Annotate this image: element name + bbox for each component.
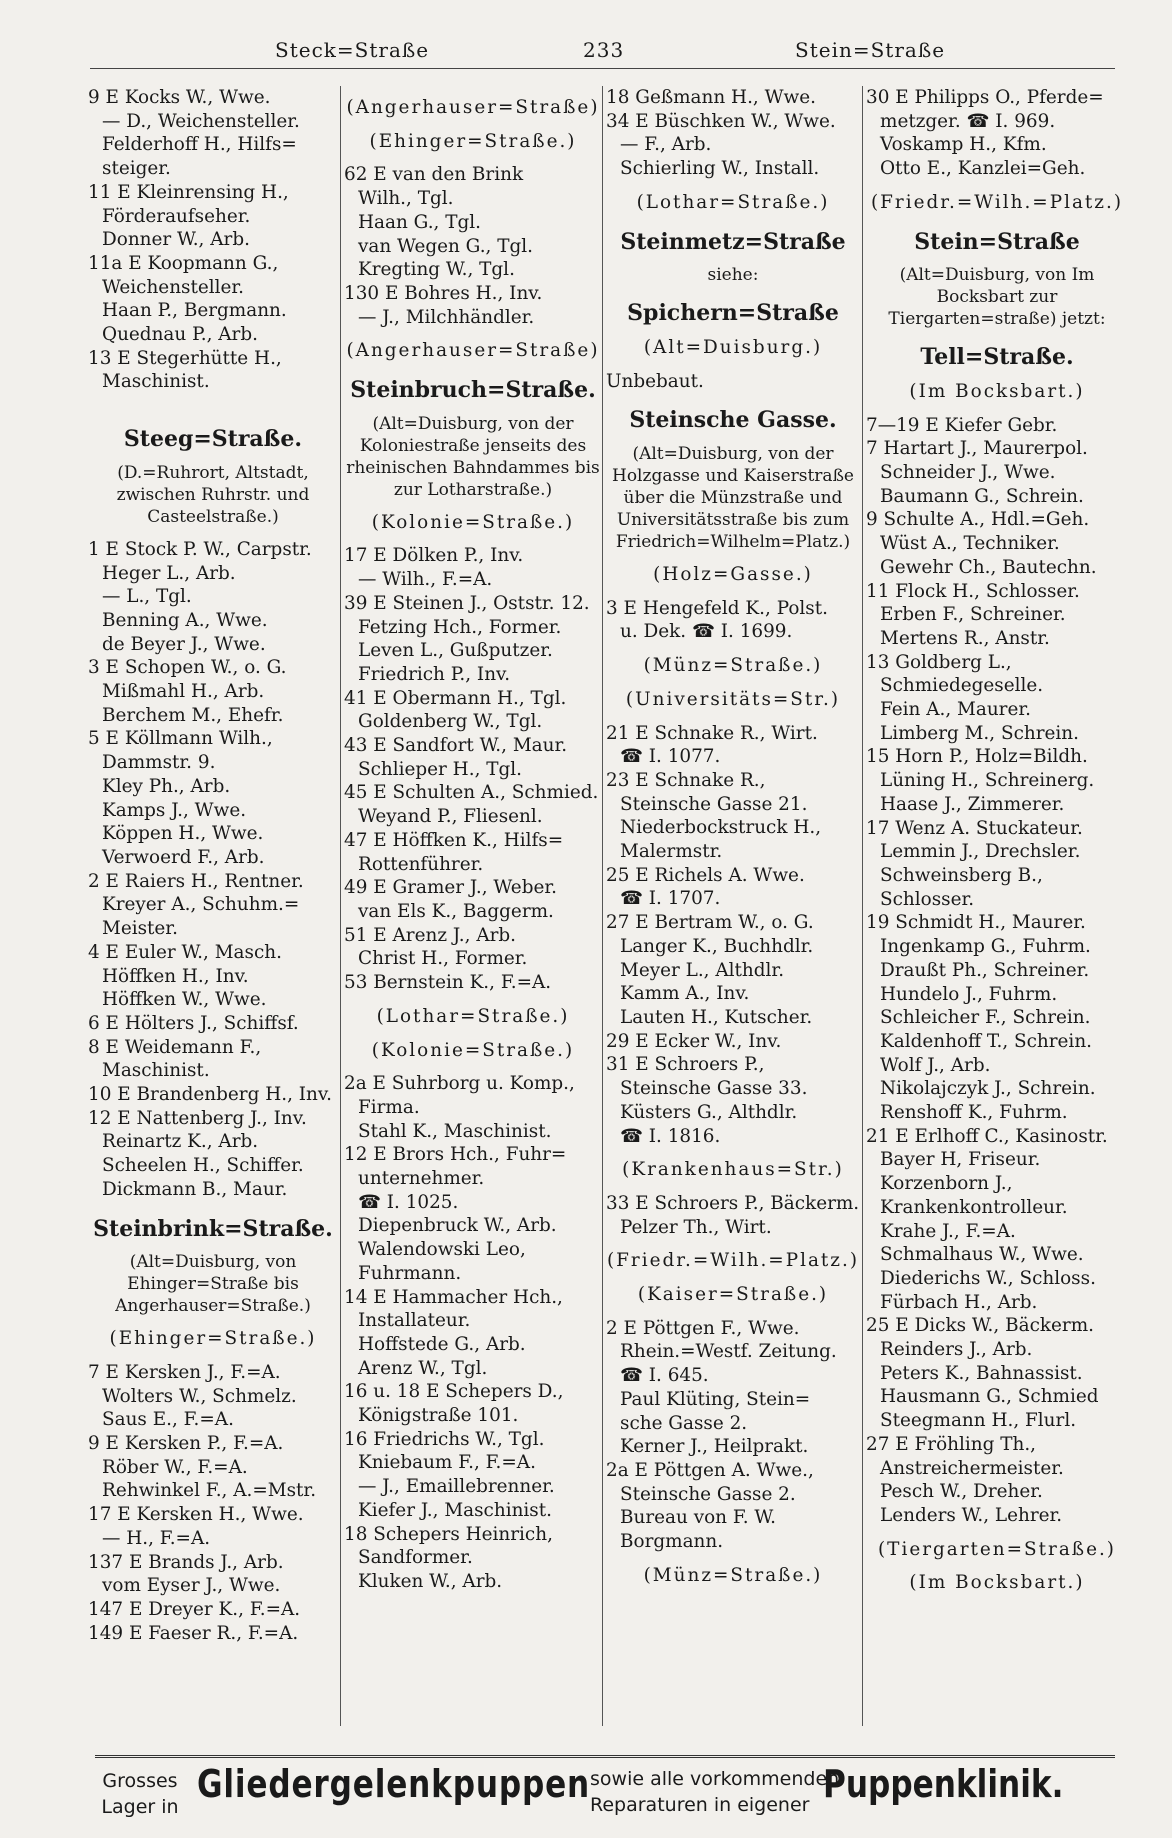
entry-continuation: Haan P., Bergmann.	[102, 300, 287, 322]
entry-continuation: Paul Klüting, Stein=	[620, 1388, 811, 1410]
entry-continuation: Förderaufseher.	[102, 205, 251, 227]
entry-continuation: Reinartz K., Arb.	[102, 1131, 259, 1153]
directory-entry: 2 E Pöttgen F., Wwe.	[606, 1317, 800, 1339]
entry-continuation: Rhein.=Westf. Zeitung.	[620, 1341, 837, 1363]
entry-continuation: Meister.	[102, 918, 178, 940]
directory-entry: 2a E Pöttgen A. Wwe.,	[606, 1459, 814, 1481]
entry-continuation: Renshoff K., Fuhrm.	[880, 1102, 1068, 1124]
entry-continuation: Schmiedegeselle.	[880, 675, 1044, 697]
entry-continuation: ☎ I. 1025.	[358, 1191, 459, 1213]
entry-continuation: Steinsche Gasse 21.	[620, 793, 808, 815]
entry-continuation: Lüning H., Schreinerg.	[880, 770, 1095, 792]
entry-continuation: Goldenberg W., Tgl.	[358, 711, 543, 733]
directory-entry: 12 E Brors Hch., Fuhr=	[344, 1144, 567, 1166]
directory-entry: 15 Horn P., Holz=Bildh.	[866, 746, 1088, 768]
cross-street-note: (Kolonie=Straße.)	[371, 511, 575, 533]
entry-continuation: ☎ I. 645.	[620, 1365, 709, 1387]
entry-continuation: Lauten H., Kutscher.	[620, 1006, 813, 1028]
street-heading: Spichern=Straße	[627, 300, 839, 327]
entry-continuation: Peters K., Bahnassist.	[880, 1362, 1083, 1384]
entry-continuation: unternehmer.	[358, 1168, 485, 1190]
entry-continuation: ☎ I. 1707.	[620, 888, 721, 910]
entry-continuation: Bayer H, Friseur.	[880, 1149, 1041, 1171]
directory-entry: 25 E Dicks W., Bäckerm.	[866, 1315, 1094, 1337]
directory-entry: 11 E Kleinrensing H.,	[88, 181, 289, 203]
entry-continuation: Meyer L., Althdlr.	[620, 959, 785, 981]
entry-continuation: Weyand P., Fliesenl.	[358, 806, 543, 828]
column-divider	[862, 86, 863, 1726]
entry-continuation: — L., Tgl.	[102, 586, 192, 608]
entry-continuation: Ingenkamp G., Fuhrm.	[880, 936, 1091, 958]
entry-continuation: Christ H., Former.	[358, 948, 528, 970]
directory-entry: 17 E Kersken H., Wwe.	[88, 1504, 304, 1526]
entry-continuation: Rehwinkel F., A.=Mstr.	[102, 1480, 317, 1502]
entry-continuation: Schmalhaus W., Wwe.	[880, 1244, 1084, 1266]
entry-continuation: Röber W., F.=A.	[102, 1456, 248, 1478]
directory-entry: 147 E Dreyer K., F.=A.	[88, 1598, 301, 1620]
entry-continuation: Voskamp H., Kfm.	[880, 134, 1047, 156]
entry-continuation: Kerner J., Heilprakt.	[620, 1436, 809, 1458]
entry-continuation: — H., F.=A.	[102, 1527, 211, 1549]
directory-entry: 9 E Kersken P., F.=A.	[88, 1433, 284, 1455]
column-divider	[602, 86, 603, 1726]
header-rule	[90, 68, 1115, 69]
entry-continuation: Saus E., F.=A.	[102, 1409, 234, 1431]
entry-continuation: Lemmin J., Drechsler.	[880, 841, 1081, 863]
entry-continuation: Steinsche Gasse 33.	[620, 1078, 808, 1100]
ad-left-text	[95, 1768, 185, 1820]
column-1	[88, 86, 338, 1726]
cross-street-note: (Universitäts=Str.)	[625, 688, 841, 710]
directory-entry: 49 E Gramer J., Weber.	[344, 877, 557, 899]
street-description: (Alt=Duisburg, von Im Bocksbart zur Tiergarten=straße) jetzt:	[888, 265, 1106, 330]
directory-entry: 5 E Köllmann Wilh.,	[88, 728, 273, 750]
entry-continuation: Hoffstede G., Arb.	[358, 1333, 526, 1355]
directory-entry: 21 E Schnake R., Wirt.	[606, 722, 818, 744]
directory-entry: 3 E Hengefeld K., Polst.	[606, 597, 828, 619]
ad-left-line1: Grosses	[102, 1770, 178, 1792]
directory-entry: 1 E Stock P. W., Carpstr.	[88, 538, 312, 560]
entry-continuation: Berchem M., Ehefr.	[102, 704, 284, 726]
directory-entry: 17 Wenz A. Stuckateur.	[866, 817, 1083, 839]
entry-continuation: Wilh., Tgl.	[358, 188, 454, 210]
street-heading: Tell=Straße.	[920, 344, 1074, 371]
directory-entry: 8 E Weidemann F.,	[88, 1036, 262, 1058]
entry-continuation: Höffken W., Wwe.	[102, 989, 267, 1011]
cross-street-note: (Im Bocksbart.)	[909, 1572, 1085, 1594]
street-description: (D.=Ruhrort, Altstadt, zwischen Ruhrstr. und Casteelstraße.)	[116, 462, 310, 527]
entry-continuation: ☎ I. 1816.	[620, 1125, 721, 1147]
entry-continuation: Schleicher F., Schrein.	[880, 1007, 1091, 1029]
street-description: (Alt=Duisburg, von Ehinger=Straße bis Angerhauser=Straße.)	[115, 1252, 311, 1317]
entry-continuation: Otto E., Kanzlei=Geh.	[880, 158, 1086, 180]
directory-entry: 2a E Suhrborg u. Komp.,	[344, 1073, 575, 1095]
entry-continuation: — J., Milchhändler.	[358, 306, 535, 328]
directory-entry: 16 u. 18 E Schepers D.,	[344, 1381, 564, 1403]
advertisement	[95, 1755, 1115, 1828]
cross-street-note: (Krankenhaus=Str.)	[622, 1159, 844, 1181]
directory-entry: 11 Flock H., Schlosser.	[866, 580, 1080, 602]
entry-continuation: Langer K., Buchhdlr.	[620, 935, 814, 957]
entry-continuation: Rottenführer.	[358, 853, 484, 875]
entry-continuation: Pesch W., Dreher.	[880, 1481, 1043, 1503]
directory-entry: 13 E Stegerhütte H.,	[88, 347, 282, 369]
street-description: siehe:	[707, 265, 759, 286]
entry-continuation: Donner W., Arb.	[102, 229, 250, 251]
entry-continuation: Dickmann B., Maur.	[102, 1178, 288, 1200]
entry-continuation: Benning A., Wwe.	[102, 609, 268, 631]
cross-street-note: (Angerhauser=Straße)	[346, 97, 600, 118]
directory-entry: 41 E Obermann H., Tgl.	[344, 687, 567, 709]
cross-street-note: (Kolonie=Straße.)	[371, 1039, 575, 1061]
entry-continuation: sche Gasse 2.	[620, 1412, 748, 1434]
entry-continuation: Firma.	[358, 1096, 420, 1118]
entry-continuation: ☎ I. 1077.	[620, 746, 721, 768]
entry-continuation: Schweinsberg B.,	[880, 864, 1043, 886]
directory-entry: 137 E Brands J., Arb.	[88, 1551, 284, 1573]
entry-continuation: Stahl K., Maschinist.	[358, 1120, 552, 1142]
entry-continuation: Steinsche Gasse 2.	[620, 1483, 796, 1505]
directory-entry: 2 E Raiers H., Rentner.	[88, 870, 304, 892]
directory-entry: 53 Bernstein K., F.=A.	[344, 972, 552, 994]
entry-continuation: Reinders J., Arb.	[880, 1339, 1033, 1361]
directory-entry: 45 E Schulten A., Schmied.	[344, 782, 599, 804]
entry-continuation: — Wilh., F.=A.	[358, 569, 493, 591]
directory-entry: 13 Goldberg L.,	[866, 651, 1012, 673]
entry-continuation: Draußt Ph., Schreiner.	[880, 959, 1090, 981]
directory-entry: 18 Schepers Heinrich,	[344, 1523, 553, 1545]
column-divider	[340, 86, 341, 1726]
entry-continuation: Schneider J., Wwe.	[880, 462, 1056, 484]
directory-entry: 7 Hartart J., Maurerpol.	[866, 438, 1088, 460]
entry-continuation: Kamm A., Inv.	[620, 983, 750, 1005]
cross-street-note: (Ehinger=Straße.)	[369, 130, 577, 152]
entry-continuation: Quednau P., Arb.	[102, 324, 258, 346]
entry-continuation: Fuhrmann.	[358, 1262, 462, 1284]
ad-mid-line1: sowie alle vorkommenden	[590, 1768, 840, 1790]
street-heading: Steeg=Straße.	[123, 426, 303, 453]
cross-street-note: (Lothar=Straße.)	[376, 1005, 570, 1027]
directory-entry: 11a E Koopmann G.,	[88, 252, 279, 274]
entry-continuation: Schierling W., Install.	[620, 158, 820, 180]
entry-continuation: Maschinist.	[102, 371, 210, 393]
entry-continuation: — F., Arb.	[620, 134, 712, 156]
entry-continuation: Schlosser.	[880, 888, 975, 910]
cross-street-note: (Lothar=Straße.)	[636, 191, 830, 213]
directory-entry: 16 Friedrichs W., Tgl.	[344, 1428, 545, 1450]
directory-entry: 130 E Bohres H., Inv.	[344, 282, 543, 304]
ad-mid-text	[590, 1766, 840, 1818]
entry-continuation: Leven L., Gußputzer.	[358, 640, 553, 662]
entry-continuation: Felderhoff H., Hilfs=	[102, 134, 297, 156]
entry-continuation: Dammstr. 9.	[102, 752, 216, 774]
directory-entry: 47 E Höffken K., Hilfs=	[344, 829, 564, 851]
entry-continuation: Kiefer J., Maschinist.	[358, 1499, 552, 1521]
directory-entry: 19 Schmidt H., Maurer.	[866, 912, 1086, 934]
street-heading: Steinbruch=Straße.	[350, 377, 596, 404]
street-description: (Alt=Duisburg, von der Koloniestraße jenseits des rheinischen Bahndammes bis zur Lotharstraße.)	[346, 413, 600, 500]
entry-continuation: Korzenborn J.,	[880, 1173, 1013, 1195]
directory-entry: 17 E Dölken P., Inv.	[344, 545, 524, 567]
directory-entry: 9 E Kocks W., Wwe.	[88, 87, 271, 108]
entry-continuation: Diepenbruck W., Arb.	[358, 1215, 557, 1237]
entry-continuation: Friedrich P., Inv.	[358, 663, 511, 685]
entry-continuation: Hausmann G., Schmied	[880, 1386, 1099, 1408]
directory-entry: 27 E Bertram W., o. G.	[606, 912, 814, 934]
entry-continuation: Installateur.	[358, 1310, 471, 1332]
directory-entry: Unbebaut.	[606, 370, 704, 392]
directory-entry: 34 E Büschken W., Wwe.	[606, 110, 836, 132]
entry-continuation: Pelzer Th., Wirt.	[620, 1216, 772, 1238]
entry-continuation: Lenders W., Lehrer.	[880, 1504, 1063, 1526]
entry-continuation: van Wegen G., Tgl.	[358, 235, 534, 257]
page-number: 233	[583, 38, 625, 62]
entry-continuation: Kamps J., Wwe.	[102, 799, 247, 821]
directory-entry: 10 E Brandenberg H., Inv.	[88, 1084, 332, 1106]
entry-continuation: Bureau von F. W.	[620, 1507, 776, 1529]
entry-continuation: Walendowski Leo,	[358, 1239, 526, 1261]
entry-continuation: Niederbockstruck H.,	[620, 817, 822, 839]
entry-continuation: Krankenkontrolleur.	[880, 1196, 1068, 1218]
directory-entry: 39 E Steinen J., Oststr. 12.	[344, 592, 590, 614]
directory-entry: 30 E Philipps O., Pferde=	[866, 87, 1104, 108]
entry-continuation: Anstreichermeister.	[880, 1457, 1064, 1479]
entry-continuation: Kreyer A., Schuhm.=	[102, 894, 300, 916]
entry-continuation: Kluken W., Arb.	[358, 1570, 503, 1592]
entry-continuation: Malermstr.	[620, 841, 723, 863]
ad-main-title: Gliedergelenkpuppen	[197, 1762, 591, 1806]
ad-mid-line2: Reparaturen in eigener	[590, 1794, 810, 1816]
directory-entry: 3 E Schopen W., o. G.	[88, 657, 287, 679]
street-heading: Stein=Straße	[914, 228, 1080, 255]
entry-continuation: Mißmahl H., Arb.	[102, 681, 265, 703]
entry-continuation: — D., Weichensteller.	[102, 110, 300, 132]
cross-street-note: (Friedr.=Wilh.=Platz.)	[606, 1250, 860, 1272]
directory-entry: 18 Geßmann H., Wwe.	[606, 87, 816, 108]
directory-entry: 31 E Schroers P.,	[606, 1054, 765, 1076]
header-right-street: Stein=Straße	[795, 38, 946, 62]
entry-continuation: de Beyer J., Wwe.	[102, 633, 266, 655]
entry-continuation: Wüst A., Techniker.	[880, 533, 1060, 555]
directory-entry: 29 E Ecker W., Inv.	[606, 1030, 782, 1052]
directory-entry: 6 E Hölters J., Schiffsf.	[88, 1012, 299, 1034]
street-description: (Alt=Duisburg, von der Holzgasse und Kaiserstraße über die Münzstraße und Universitätsstraße bis zum Friedrich=Wilhelm=Platz.)	[612, 444, 854, 553]
entry-continuation: Wolters W., Schmelz.	[102, 1385, 297, 1407]
entry-continuation: Mertens R., Anstr.	[880, 627, 1050, 649]
directory-entry: 149 E Faeser R., F.=A.	[88, 1622, 299, 1644]
cross-street-note: (Im Bocksbart.)	[909, 380, 1085, 402]
entry-continuation: Verwoerd F., Arb.	[102, 846, 265, 868]
street-heading: Steinbrink=Straße.	[93, 1215, 333, 1242]
entry-continuation: Kaldenhoff T., Schrein.	[880, 1030, 1093, 1052]
entry-continuation: metzger. ☎ I. 969.	[880, 110, 1056, 132]
entry-continuation: vom Eyser J., Wwe.	[102, 1575, 281, 1597]
entry-continuation: Königstraße 101.	[358, 1405, 519, 1427]
entry-continuation: Steegmann H., Flurl.	[880, 1410, 1077, 1432]
ad-left-line2: Lager in	[101, 1796, 179, 1818]
cross-street-note: (Alt=Duisburg.)	[643, 336, 823, 358]
directory-entry: 23 E Schnake R.,	[606, 769, 766, 791]
entry-continuation: Heger L., Arb.	[102, 562, 236, 584]
entry-continuation: van Els K., Baggerm.	[358, 900, 554, 922]
cross-street-note: (Münz=Straße.)	[643, 1564, 823, 1586]
directory-entry: 12 E Nattenberg J., Inv.	[88, 1107, 307, 1129]
entry-continuation: Kregting W., Tgl.	[358, 259, 515, 281]
directory-entry: 14 E Hammacher Hch.,	[344, 1286, 563, 1308]
street-heading: Steinsche Gasse.	[629, 407, 837, 434]
column-3	[606, 86, 860, 1726]
directory-entry: 4 E Euler W., Masch.	[88, 941, 282, 963]
entry-continuation: Haan G., Tgl.	[358, 211, 481, 233]
directory-entry: 27 E Fröhling Th.,	[866, 1433, 1037, 1455]
entry-continuation: Weichensteller.	[102, 276, 245, 298]
entry-continuation: Diederichs W., Schloss.	[880, 1267, 1096, 1289]
entry-continuation: Arenz W., Tgl.	[358, 1357, 488, 1379]
cross-street-note: (Tiergarten=Straße.)	[878, 1538, 1116, 1560]
entry-continuation: Kniebaum F., F.=A.	[358, 1452, 536, 1474]
entry-continuation: Gewehr Ch., Bautechn.	[880, 556, 1097, 578]
spacer	[88, 394, 338, 412]
entry-continuation: Höffken H., Inv.	[102, 965, 249, 987]
directory-entry: 51 E Arenz J., Arb.	[344, 924, 517, 946]
entry-continuation: Fein A., Maurer.	[880, 699, 1031, 721]
entry-continuation: Nikolajczyk J., Schrein.	[880, 1078, 1096, 1100]
directory-entry: 21 E Erlhoff C., Kasinostr.	[866, 1125, 1108, 1147]
column-4	[866, 86, 1128, 1726]
entry-continuation: Krahe J., F.=A.	[880, 1220, 1016, 1242]
directory-entry: 7 E Kersken J., F.=A.	[88, 1361, 281, 1383]
entry-continuation: Borgmann.	[620, 1531, 724, 1553]
entry-continuation: Wolf J., Arb.	[880, 1054, 991, 1076]
column-2	[344, 86, 602, 1726]
street-heading: Steinmetz=Straße	[620, 228, 846, 255]
cross-street-note: (Münz=Straße.)	[643, 655, 823, 677]
cross-street-note: (Ehinger=Straße.)	[109, 1328, 317, 1350]
directory-entry: 7—19 E Kiefer Gebr.	[866, 414, 1058, 436]
entry-continuation: u. Dek. ☎ I. 1699.	[620, 621, 793, 643]
cross-street-note: (Kaiser=Straße.)	[637, 1284, 829, 1306]
entry-continuation: steiger.	[102, 158, 171, 180]
header-left-street: Steck=Straße	[275, 38, 430, 62]
directory-entry: 9 Schulte A., Hdl.=Geh.	[866, 509, 1090, 531]
entry-continuation: Hundelo J., Fuhrm.	[880, 983, 1058, 1005]
entry-continuation: Köppen H., Wwe.	[102, 823, 264, 845]
cross-street-note: (Friedr.=Wilh.=Platz.)	[870, 191, 1124, 213]
entry-continuation: Limberg M., Schrein.	[880, 722, 1079, 744]
ad-right-title: Puppenklinik.	[823, 1762, 1064, 1806]
directory-entry: 33 E Schroers P., Bäckerm.	[606, 1192, 860, 1214]
entry-continuation: Schlieper H., Tgl.	[358, 758, 523, 780]
entry-continuation: Fetzing Hch., Former.	[358, 616, 562, 638]
entry-continuation: Kley Ph., Arb.	[102, 775, 231, 797]
entry-continuation: — J., Emaillebrenner.	[358, 1476, 555, 1498]
cross-street-note: (Holz=Gasse.)	[653, 564, 813, 586]
entry-continuation: Maschinist.	[102, 1060, 210, 1082]
directory-entry: 43 E Sandfort W., Maur.	[344, 735, 568, 757]
entry-continuation: Scheelen H., Schiffer.	[102, 1155, 304, 1177]
directory-entry: 25 E Richels A. Wwe.	[606, 864, 805, 886]
entry-continuation: Fürbach H., Arb.	[880, 1291, 1038, 1313]
cross-street-note: (Angerhauser=Straße)	[346, 340, 600, 362]
entry-continuation: Baumann G., Schrein.	[880, 485, 1084, 507]
entry-continuation: Erben F., Schreiner.	[880, 604, 1066, 626]
entry-continuation: Küsters G., Althdlr.	[620, 1101, 798, 1123]
entry-continuation: Sandformer.	[358, 1547, 473, 1569]
entry-continuation: Haase J., Zimmerer.	[880, 793, 1065, 815]
directory-entry: 62 E van den Brink	[344, 164, 524, 186]
